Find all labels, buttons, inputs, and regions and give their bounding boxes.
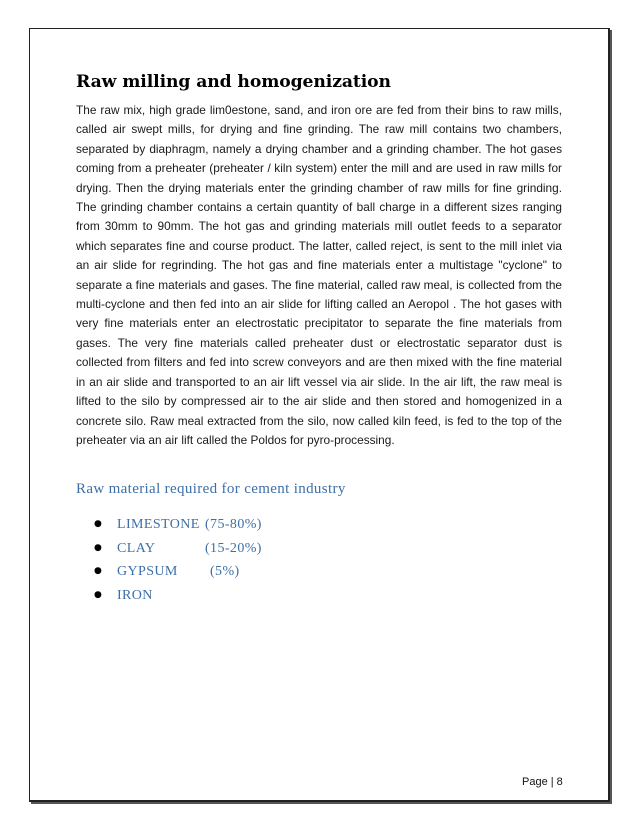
bullet-dot-icon: ● — [94, 566, 103, 577]
material-name: LIMESTONE — [117, 517, 200, 532]
material-name: GYPSUM — [117, 564, 178, 580]
page-number: Page | 8 — [522, 776, 563, 788]
body-paragraph: The raw mix, high grade lim0estone, sand, and iron ore are fed from their bins to raw mills, called air swept mills, for drying and fine grinding. The raw mill contains two chambers, separated by diaphragm, namely a drying chamber and a grinding chamber. The hot gases coming from a preheater (preheater / kiln system) enter the mill and are used in raw mills for drying. Then the drying materials enter the grinding chamber of raw mills for fine grinding. The grinding chamber contains a certain quantity of ball charge in a different sizes ranging from 30mm to 90mm. The hot gas and grinding materials mill outlet feeds to a separator which separates fine and course product. The latter, called reject, is sent to the mill inlet via an air slide for regrinding. The hot gas and fine materials enter a multistage "cyclone" to separate a fine materials and gases. The fine material, called raw meal, is collected from the multi-cyclone and then fed into an air slide for lifting called an Aeropol . The hot gases with very fine materials enter an electrostatic precipitator to separate the fine materials from gases. The very fine materials called preheater dust or electrostatic separator dust is collected from filters and fed into screw conveyors and are then mixed with the fine material in an air slide and transported to an air lift vessel via air slide. In the air lift, the raw meal is lifted to the silo by compressed air to the air slide and then stored and homogenized in a concrete silo. Raw meal extracted from the silo, now called kiln feed, is fed to the top of the preheater via an air lift called the Poldos for pyro-processing. — [76, 103, 562, 447]
material-percent: (5%) — [210, 564, 240, 580]
materials-subheading: Raw material required for cement industry — [76, 481, 346, 497]
material-percent: (15-20%) — [205, 540, 262, 556]
bullet-dot-icon: ● — [94, 542, 103, 553]
bullet-dot-icon: ● — [94, 590, 103, 601]
section-heading: Raw milling and homogenization — [76, 72, 391, 92]
material-percent: (75-80%) — [205, 517, 262, 532]
material-name: CLAY — [117, 540, 156, 556]
material-name: IRON — [117, 588, 153, 604]
bullet-dot-icon: ● — [94, 519, 103, 529]
